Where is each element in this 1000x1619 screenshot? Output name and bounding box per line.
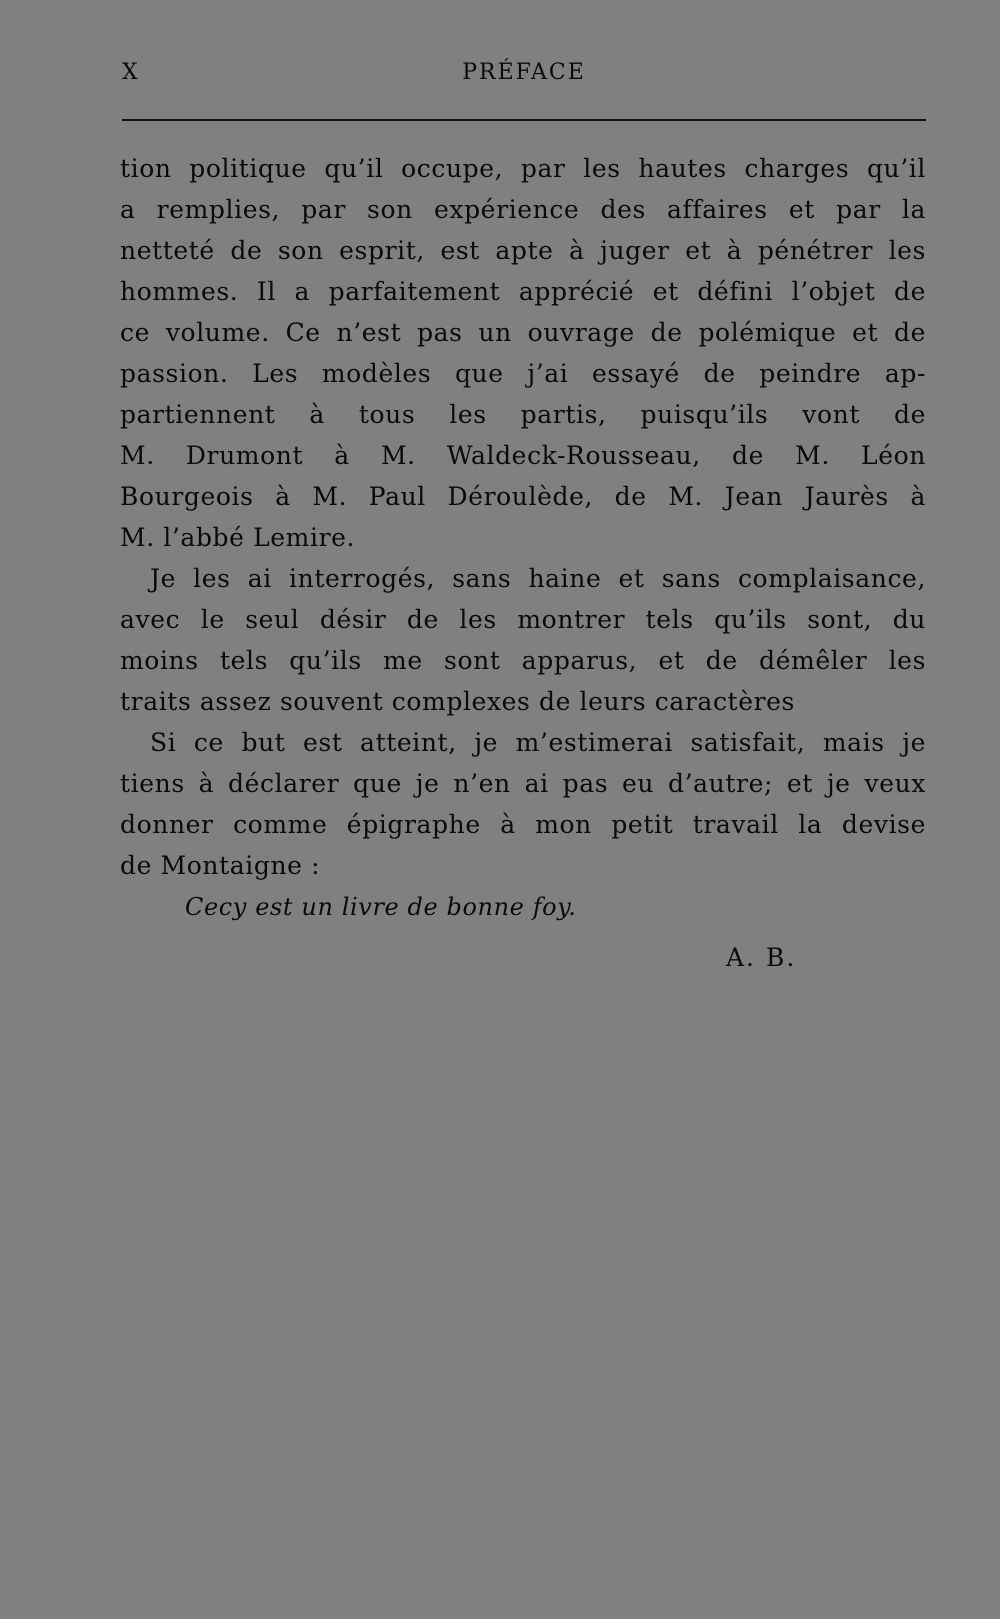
text-line: Je les ai interrogés, sans haine et sans complaisance, xyxy=(150,564,926,593)
text-line: Si ce but est atteint, je m’estimerai satisfait, mais je xyxy=(150,728,926,757)
text-line: tiens à déclarer que je n’en ai pas eu d’autre; et je veux xyxy=(120,769,926,798)
text-line: M. l’abbé Lemire. xyxy=(120,523,356,552)
text-line: avec le seul désir de les montrer tels qu’ils sont, du xyxy=(120,605,926,634)
running-head xyxy=(122,60,926,90)
text-line: moins tels qu’ils me sont apparus, et de démêler les xyxy=(120,646,926,675)
header-rule xyxy=(122,119,926,121)
text-line: donner comme épigraphe à mon petit travail la devise xyxy=(120,810,926,839)
text-line: ce volume. Ce n’est pas un ouvrage de polémique et de xyxy=(120,318,926,347)
text-line: hommes. Il a parfaitement apprécié et défini l’objet de xyxy=(120,277,926,306)
text-line: partiennent à tous les partis, puisqu’ils vont de xyxy=(120,400,926,429)
signature-initials: A. B. xyxy=(726,943,797,972)
text-line: tion politique qu’il occupe, par les hautes charges qu’il xyxy=(120,154,926,183)
text-line: Bourgeois à M. Paul Déroulède, de M. Jean Jaurès à xyxy=(120,482,926,511)
text-line: traits assez souvent complexes de leurs caractères xyxy=(120,687,795,716)
text-line: netteté de son esprit, est apte à juger et à pénétrer les xyxy=(120,236,926,265)
text-line: de Montaigne : xyxy=(120,851,321,880)
running-head-title: PRÉFACE xyxy=(462,60,586,85)
text-line: passion. Les modèles que j’ai essayé de peindre ap- xyxy=(120,359,926,388)
text-line: M. Drumont à M. Waldeck-Rousseau, de M. Léon xyxy=(120,441,926,470)
text-line: a remplies, par son expérience des affaires et par la xyxy=(120,195,926,224)
page-number: X xyxy=(122,60,139,85)
body-text xyxy=(120,148,926,886)
epigraph: Cecy est un livre de bonne foy. xyxy=(185,893,577,921)
